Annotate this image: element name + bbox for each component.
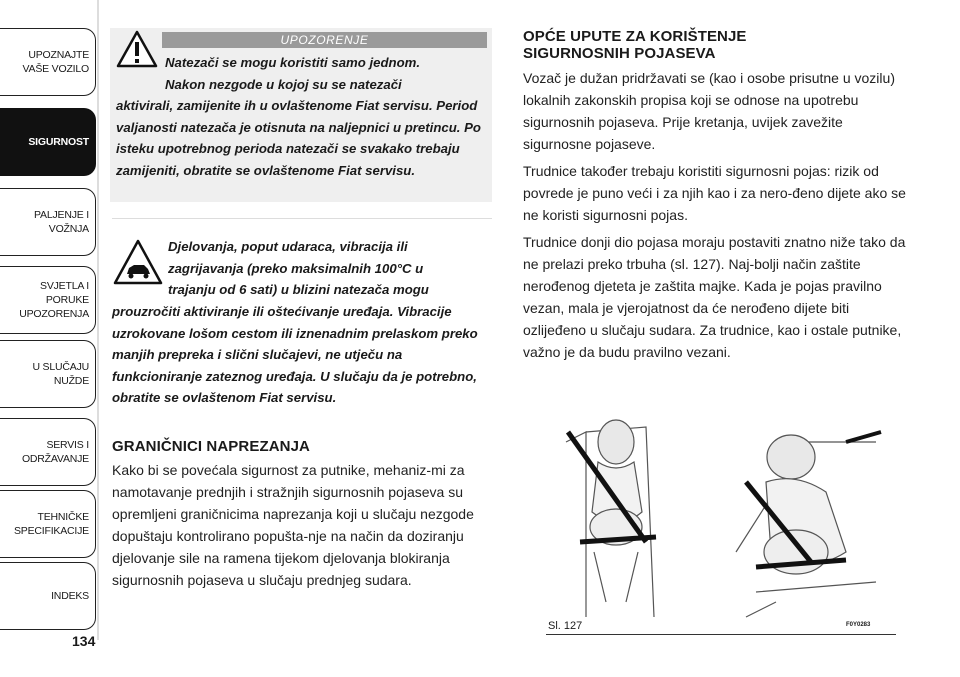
tab-label: INDEKS [51,589,89,602]
warning-header: UPOZORENJE [162,32,487,48]
figure-seatbelt-pregnant [546,402,896,635]
tab-indeks[interactable] [0,562,96,630]
paragraph-1: Vozač je dužan pridržavati se (kao i osobe prisutne u vozilu) lokalnih zakonskih propisa koji se odnose na upotrebu sigurnosnih pojaseva. Prije kretanja, uvijek zavežite sigurnosne pojaseve. [523,70,895,152]
tab-label: ODRŽAVANJE [21,453,89,465]
tab-label: VAŠE VOZILO [22,63,89,75]
section-text-limiters: Kako bi se povećala sigurnost za putnike, mehaniz-mi za namotavanje prednjih i stražnjih sigurnosnih pojaseva su opremljeni graničnicima naprezanja koji u slučaju nezgode dopuštaju kontrolirano popušta-nje na način da doziranju djelovanje sile na ramena tijekom djelovanja blokiranja sigurnosnih pojaseva u slučaju prednjeg sudara. [112,462,474,588]
warning-triangle-icon [116,30,158,68]
warning-text: aktivirali, zamijenite ih u ovlaštenome Fiat servisu. Period valjanosti natezača je otisnuta na naljepnici u pretincu. Po isteku upotrebnog perioda natezači se svakako trebaju zamijeniti, obratite se ovlaštenome Fiat servisu. [116,98,481,178]
tab-label: SERVIS I [46,438,89,451]
tab-label: U SLUČAJU [32,360,89,373]
tab-label: SVJETLA I PORUKE [40,279,89,306]
tab-tehnicke[interactable] [0,490,96,558]
page-divider [97,0,99,640]
tab-paljenje[interactable] [0,188,96,256]
caution-line-3: trajanju od 6 sati) u blizini natezača mogu [168,282,429,297]
tab-upoznajte[interactable] [0,28,96,96]
tab-label: VOŽNJA [48,223,89,235]
section-title-limiters: GRANIČNICI NAPREZANJA [112,438,310,455]
tab-label: SIGURNOST [28,135,89,148]
caution-line-1: Djelovanja, poput udaraca, vibracija ili [168,239,408,254]
tab-sigurnost[interactable] [0,108,96,176]
divider [112,218,492,219]
tab-label: SPECIFIKACIJE [13,525,89,537]
section-title-general-line1: OPĆE UPUTE ZA KORIŠTENJE [523,28,747,45]
car-warning-icon [112,238,164,286]
warning-line-1: Natezači se mogu koristiti samo jednom. [165,55,421,70]
tab-label: UPOZORENJA [19,308,89,321]
page-number: 134 [72,633,96,649]
tab-label: UPOZNAJTE [28,48,89,61]
caution-line-2: zagrijavanja (preko maksimalnih 100°C u [168,260,424,276]
tab-nuzde[interactable] [0,340,96,408]
section-title-general-line2: SIGURNOSNIH POJASEVA [523,45,716,62]
caution-text: prouzročiti aktiviranje ili oštećivanje uređaja. Vibracije uzrokovane lošom cestom ili iznenadnim prelaskom preko manjih prepreka i slični slučajevi, ne utječu na funkcioniranje zateznog uređaja. U slučaju da je potrebno, obratite se ovlaštenom Fiat servisu. [112,304,478,405]
paragraph-2: Trudnice također trebaju koristiti sigurnosni pojas: rizik od povrede je puno veći i za njih kao i za nero-đeno dijete ako se ne koristi sigurnosni pojas. [523,163,906,223]
tab-label: NUŽDE [53,375,89,387]
paragraph-3: Trudnice donji dio pojasa moraju postaviti znatno niže tako da ne prelazi preko trbuha (sl. 127). Naj-bolji način zaštite nerođenog djeteta je zaštita majke. Kada je pojas pravilno vezan, mala je vjerojatnost da će nerođeno dijete biti ozlijeđeno u slučaju sudara. Za trudnice, kao i ostale putnike, važno je da budu pravilno vezani. [523,234,906,360]
tab-servis[interactable] [0,418,96,486]
tab-label: PALJENJE I [34,208,89,221]
figure-label: Sl. 127 [548,620,583,632]
figure-code: F0Y0283 [846,622,871,628]
seatbelt-illustration [546,402,896,622]
tab-label: TEHNIČKE [37,510,89,523]
tab-svjetla[interactable] [0,266,96,334]
warning-line-2: Nakon nezgode u kojoj su se natezači [165,76,402,92]
